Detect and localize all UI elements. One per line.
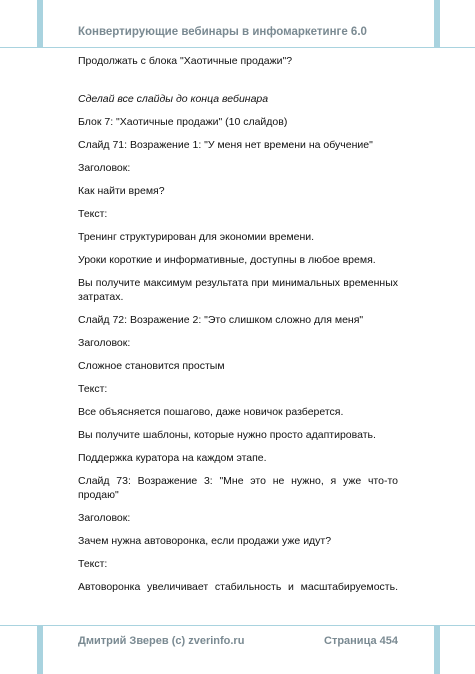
prompt-italic: Сделай все слайды до конца вебинара	[78, 93, 269, 105]
block-heading: Блок 7: "Хаотичные продажи" (10 слайдов)	[78, 116, 288, 128]
paragraph: Продолжать с блока "Хаотичные продажи"?	[78, 55, 293, 67]
slide-heading: Слайд 72: Возражение 2: "Это слишком сложно для меня"	[78, 314, 364, 326]
paragraph: Все объясняется пошагово, даже новичок разберется.	[78, 406, 344, 418]
header-divider	[0, 47, 475, 48]
header-title: Конвертирующие вебинары в инфомаркетинге 6.0	[78, 26, 367, 38]
footer-divider	[0, 625, 475, 626]
footer-right-accent-bar	[434, 625, 440, 674]
footer-page-number: Страница 454	[324, 635, 398, 647]
slide-heading: Слайд 73: Возражение 3: "Мне это не нужно, я уже что-то продаю"	[78, 475, 398, 501]
label-text: Текст:	[78, 208, 108, 220]
header-left-accent-bar	[37, 0, 43, 48]
paragraph: Вы получите шаблоны, которые нужно просто адаптировать.	[78, 429, 376, 441]
label-heading: Заголовок:	[78, 512, 131, 524]
header-right-accent-bar	[434, 0, 440, 48]
paragraph: Как найти время?	[78, 185, 165, 197]
label-heading: Заголовок:	[78, 162, 131, 174]
page-body	[78, 54, 398, 603]
paragraph: Уроки короткие и информативные, доступны в любое время.	[78, 254, 376, 266]
label-text: Текст:	[78, 558, 108, 570]
slide-heading: Слайд 71: Возражение 1: "У меня нет времени на обучение"	[78, 139, 373, 151]
paragraph: Вы получите максимум результата при минимальных временных затратах.	[78, 277, 398, 303]
paragraph: Сложное становится простым	[78, 360, 225, 372]
footer-left-accent-bar	[37, 625, 43, 674]
paragraph: Зачем нужна автоворонка, если продажи уже идут?	[78, 535, 332, 547]
paragraph: Автоворонка увеличивает стабильность и масштабируемость.	[78, 581, 398, 593]
label-text: Текст:	[78, 383, 108, 395]
label-heading: Заголовок:	[78, 337, 131, 349]
paragraph: Поддержка куратора на каждом этапе.	[78, 452, 267, 464]
paragraph: Тренинг структурирован для экономии времени.	[78, 231, 315, 243]
footer-author: Дмитрий Зверев (c) zverinfo.ru	[78, 635, 245, 647]
